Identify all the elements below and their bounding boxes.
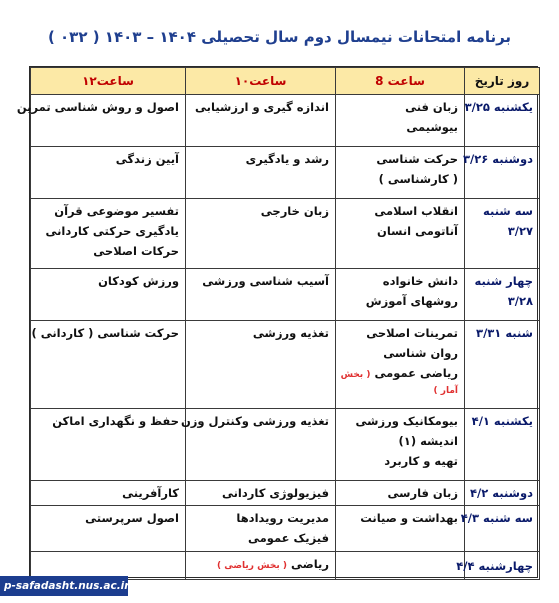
slot-8-cell: دانش خانواده روشهای آموزش — [336, 269, 465, 321]
slot-10-cell: مدیریت رویدادها فیزیک عمومی — [186, 506, 336, 552]
slot-12-cell: تفسیر موضوعی قرآن یادگیری حرکتی کاردانی حرکات اصلاحی — [31, 199, 186, 269]
slot-8-cell: زبان فارسی — [336, 481, 465, 506]
slot-8-cell — [336, 552, 465, 580]
slot-10-cell: آسیب شناسی ورزشی — [186, 269, 336, 321]
date-cell: دوشنبه ۳/۲۶ — [465, 147, 540, 199]
header-slot-12: ساعت۱۲ — [31, 68, 186, 95]
table-row — [31, 147, 540, 199]
date-cell: شنبه ۳/۳۱ — [465, 321, 540, 409]
table-row — [31, 269, 540, 321]
table-row — [31, 481, 540, 506]
table-row — [31, 199, 540, 269]
slot-12-cell: ورزش کودکان — [31, 269, 186, 321]
header-row — [31, 68, 540, 95]
site-watermark: p-safadasht.nus.ac.ir — [0, 576, 128, 596]
note-text: ( بخش ریاضی ) — [217, 561, 287, 571]
slot-12-cell: آیین زندگی — [31, 147, 186, 199]
date-cell: یکشنبه ۴/۱ — [465, 409, 540, 481]
table-row — [31, 95, 540, 147]
slot-12-cell: کارآفرینی — [31, 481, 186, 506]
page-title: برنامه امتحانات نیمسال دوم سال تحصیلی ۱۴۰۴ – ۱۴۰۳ ( ۰۳۲ ) — [47, 28, 512, 46]
date-cell: یکشنبه ۳/۲۵ — [465, 95, 540, 147]
header-slot-10: ساعت۱۰ — [186, 68, 336, 95]
slot-12-cell: حرکت شناسی ( کاردانی ) — [31, 321, 186, 409]
slot-12-cell: حفظ و نگهداری اماکن — [31, 409, 186, 481]
date-cell: سه شنبه ۴/۳ — [465, 506, 540, 552]
slot-8-cell: حرکت شناسی ( کارشناسی ) — [336, 147, 465, 199]
slot-10-cell: تغذیه ورزشی — [186, 321, 336, 409]
exam-schedule-table — [16, 67, 540, 580]
slot-10-cell: فیزیولوژی کاردانی — [186, 481, 336, 506]
slot-8-cell: بیومکانیک ورزشی اندیشه (۱) تهیه و کاربرد — [336, 409, 465, 481]
slot-12-cell: اصول و روش شناسی تمرین — [31, 95, 186, 147]
slot-10-cell: زبان خارجی — [186, 199, 336, 269]
date-cell: سه شنبه ۳/۲۷ — [465, 199, 540, 269]
slot-8-cell: تمرینات اصلاحی روان شناسی ریاضی عمومی ( بخش آمار ) — [336, 321, 465, 409]
slot-8-cell: بهداشت و صیانت — [336, 506, 465, 552]
slot-10-cell: تغذیه ورزشی وکنترل وزن — [186, 409, 336, 481]
note-text: آمار ) — [433, 386, 458, 396]
slot-10-cell: رشد و یادگیری — [186, 147, 336, 199]
table-row — [31, 321, 540, 409]
exam-schedule-table-wrap — [16, 66, 538, 578]
slot-10-cell: اندازه گیری و ارزشیابی — [186, 95, 336, 147]
slot-8-cell: انقلاب اسلامی آناتومی انسان — [336, 199, 465, 269]
table-row — [31, 506, 540, 552]
header-date: روز تاریخ — [465, 68, 540, 95]
slot-10-cell: ریاضی ( بخش ریاضی ) — [186, 552, 336, 580]
date-cell: دوشنبه ۴/۲ — [465, 481, 540, 506]
date-cell: چهار شنبه ۳/۲۸ — [465, 269, 540, 321]
header-slot-8: ساعت 8 — [336, 68, 465, 95]
date-cell: چهارشنبه ۴/۴ — [465, 552, 540, 580]
slot-8-cell: زبان فنی بیوشیمی — [336, 95, 465, 147]
table-row — [31, 409, 540, 481]
slot-12-cell: اصول سرپرستی — [31, 506, 186, 552]
note-text: ( بخش — [340, 370, 371, 380]
